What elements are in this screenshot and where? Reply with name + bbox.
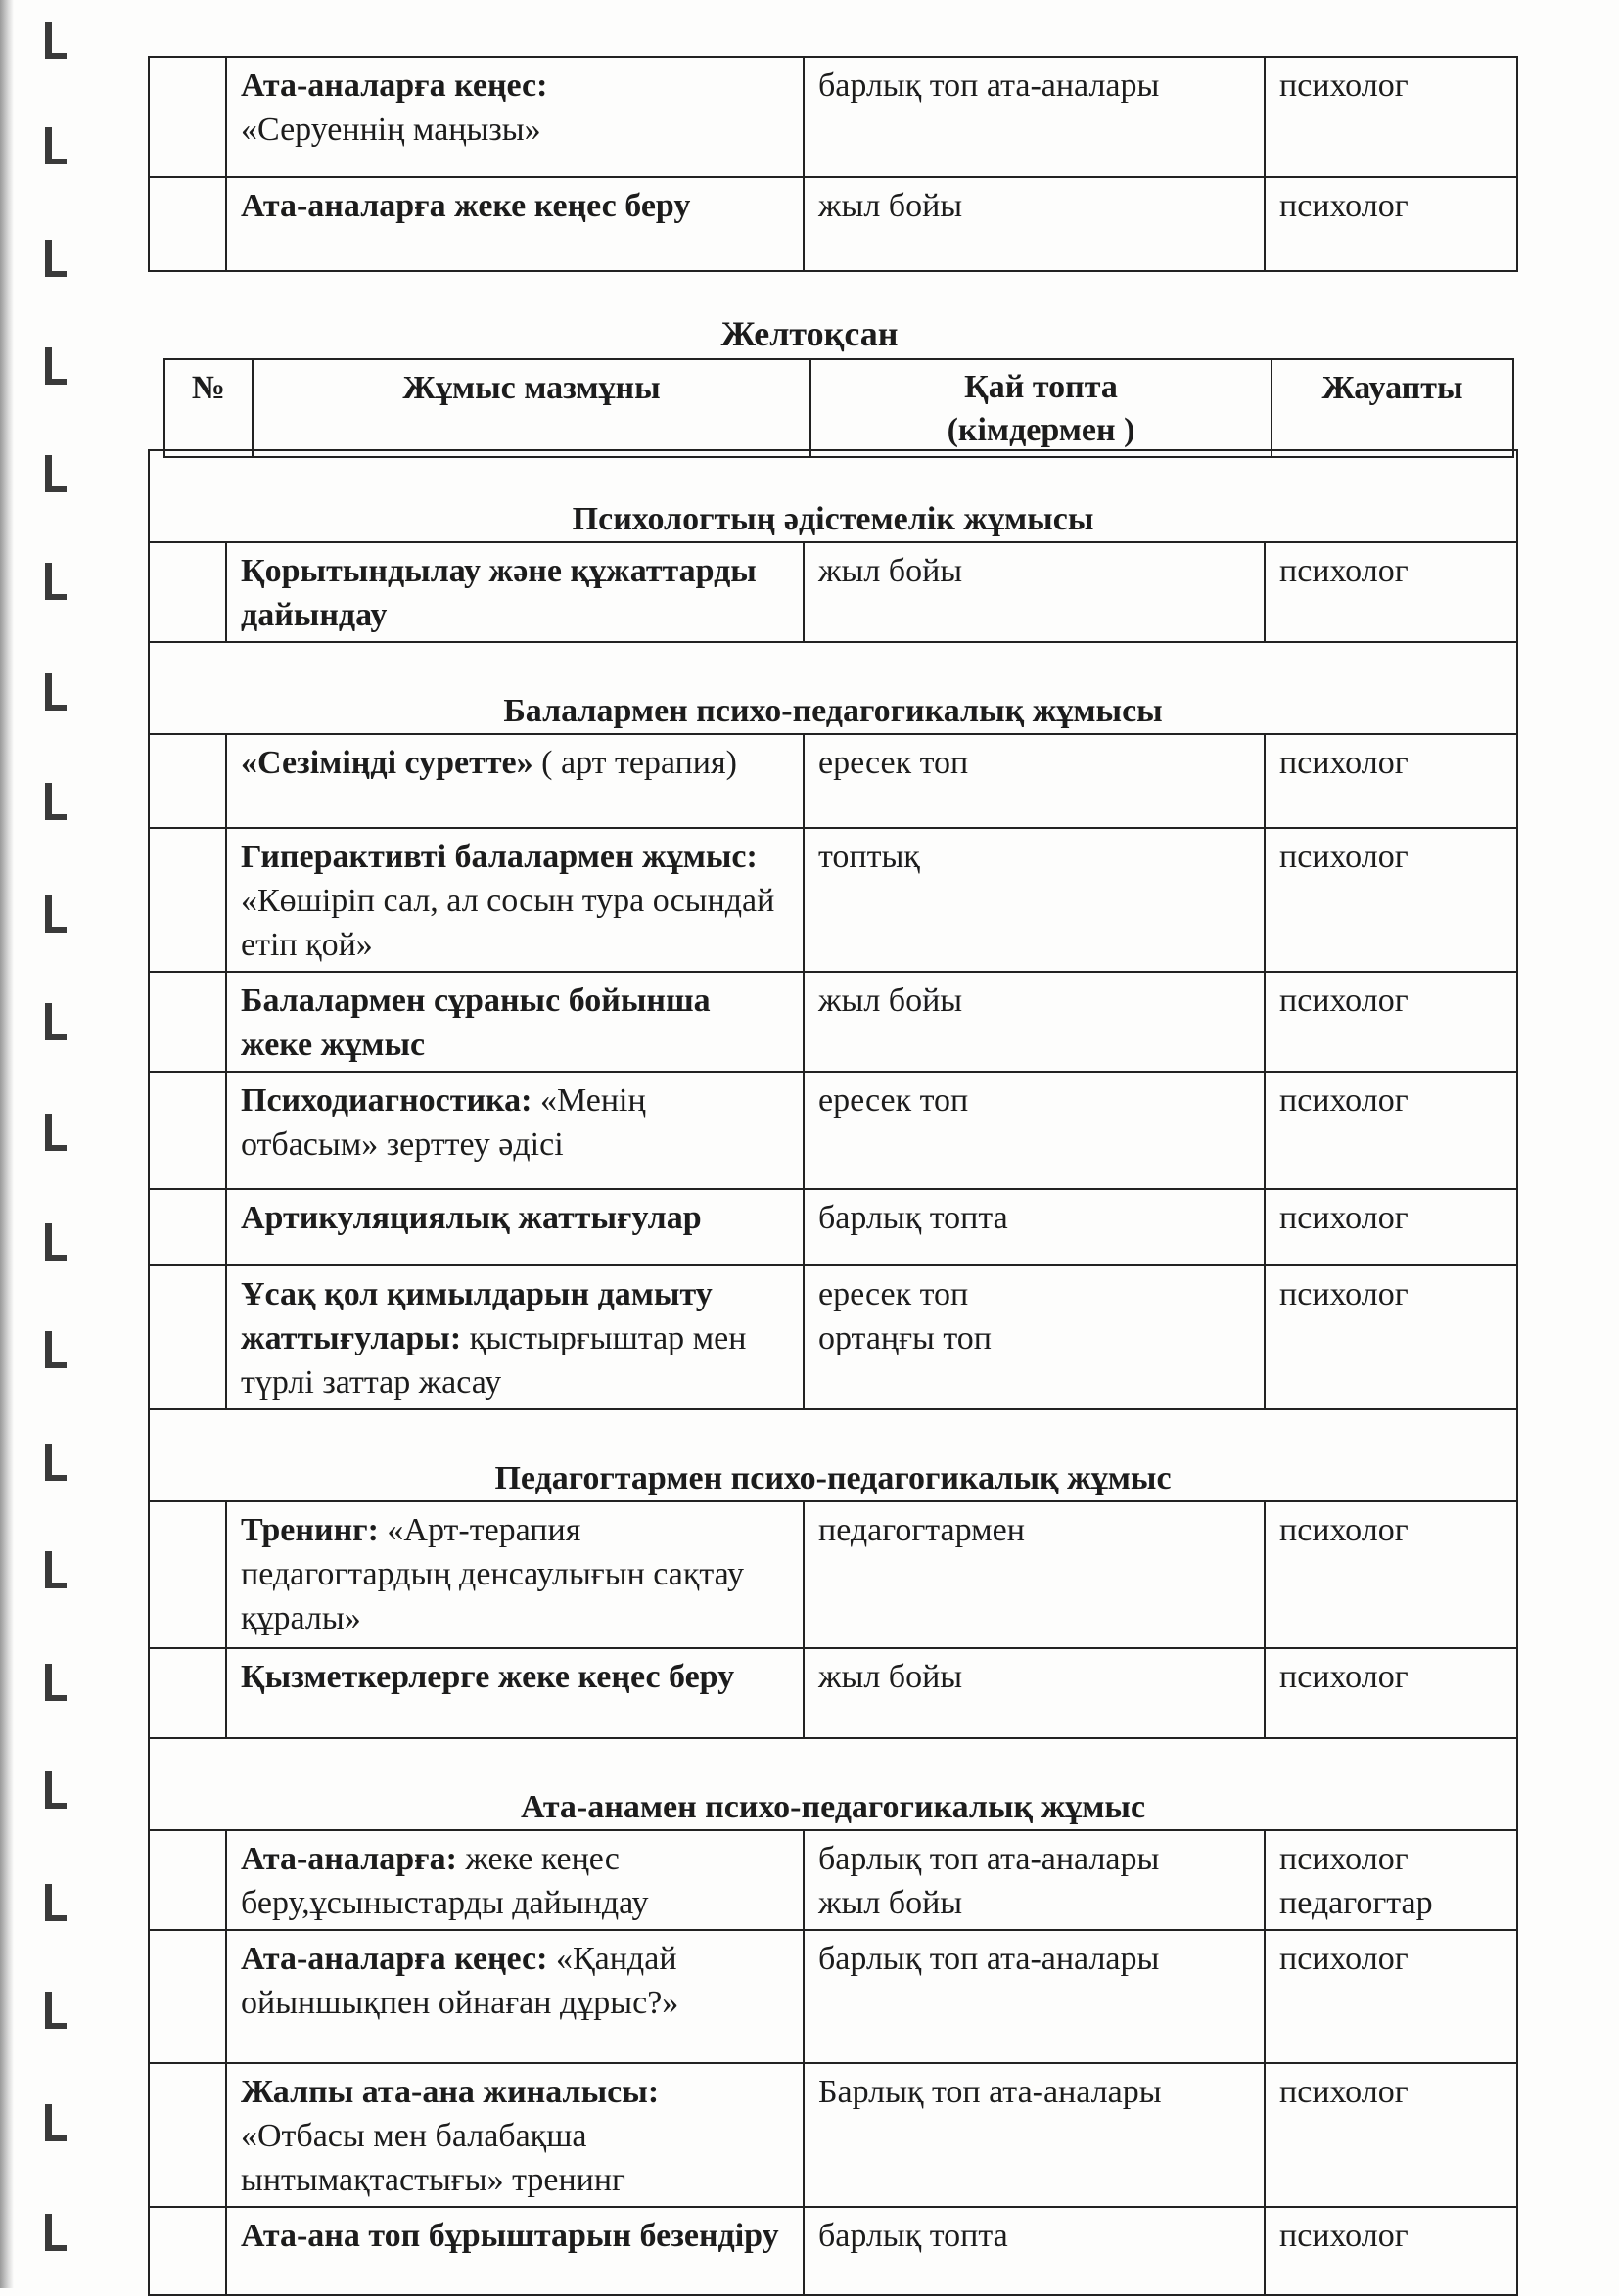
content-text: қыстырғыштар мен түрлі заттар жасау	[241, 1320, 747, 1401]
content-bold: Қызметкерлерге жеке кеңес беру	[241, 1659, 735, 1695]
month-title: Желтоқсан	[720, 314, 899, 353]
content-bold: Ата-аналарға кеңес:	[241, 68, 548, 104]
table-row	[149, 972, 1517, 1072]
table-row	[149, 1189, 1517, 1265]
binder-mark	[45, 2214, 52, 2251]
num-cell	[149, 1072, 226, 1189]
group-cell: жыл бойы	[804, 542, 1265, 642]
responsible-cell: психолог	[1265, 972, 1517, 1072]
section-row	[149, 1409, 1517, 1501]
num-cell	[149, 2207, 226, 2295]
binder-mark	[45, 1771, 52, 1809]
content-cell	[226, 177, 804, 271]
binder-mark	[45, 1664, 52, 1701]
responsible-cell: психолог педагогтар	[1265, 1830, 1517, 1930]
binder-mark	[45, 2104, 52, 2141]
binder-mark	[45, 22, 52, 59]
header-num: №	[164, 359, 253, 457]
group-cell: барлық топ ата-аналары	[804, 1930, 1265, 2063]
table-row	[149, 1648, 1517, 1738]
table-row	[149, 1501, 1517, 1648]
content-cell	[226, 2063, 804, 2207]
section-title: Психологтың әдістемелік жұмысы	[149, 450, 1517, 542]
table-row	[149, 734, 1517, 828]
table-row	[149, 57, 1517, 177]
content-bold: Артикуляциялық жаттығулар	[241, 1200, 702, 1236]
table-row	[149, 1265, 1517, 1409]
responsible-cell: психолог	[1265, 1648, 1517, 1738]
responsible-cell: психолог	[1265, 57, 1517, 177]
table-row	[149, 2207, 1517, 2295]
content-bold: Ата-аналарға кеңес:	[241, 1941, 548, 1977]
num-cell	[149, 1501, 226, 1648]
binder-mark	[45, 1551, 52, 1588]
content-bold: Психодиагностика:	[241, 1082, 532, 1119]
table-row	[149, 1930, 1517, 2063]
group-cell: барлық топта	[804, 1189, 1265, 1265]
content-cell	[226, 1265, 804, 1409]
content-text: ( арт терапия)	[541, 745, 737, 781]
responsible-cell: психолог	[1265, 734, 1517, 828]
num-cell	[149, 734, 226, 828]
binder-mark	[45, 563, 52, 600]
binder-mark	[45, 1114, 52, 1151]
content-cell	[226, 734, 804, 828]
section-title: Ата-анамен психо-педагогикалық жұмыс	[149, 1738, 1517, 1830]
content-cell	[226, 1501, 804, 1648]
num-cell	[149, 2063, 226, 2207]
responsible-cell: психолог	[1265, 1930, 1517, 2063]
group-cell: ересек топ	[804, 1072, 1265, 1189]
binder-mark	[45, 1992, 52, 2029]
group-cell: ересек топ	[804, 734, 1265, 828]
binder-mark	[45, 1003, 52, 1040]
num-cell	[149, 1830, 226, 1930]
section-title: Педагогтармен психо-педагогикалық жұмыс	[149, 1409, 1517, 1501]
responsible-cell: психолог	[1265, 542, 1517, 642]
content-bold: Гиперактивті балалармен жұмыс:	[241, 839, 758, 875]
content-cell	[226, 2207, 804, 2295]
content-cell	[226, 972, 804, 1072]
responsible-cell: психолог	[1265, 2207, 1517, 2295]
section-title: Балалармен психо-педагогикалық жұмысы	[149, 642, 1517, 734]
num-cell	[149, 1265, 226, 1409]
table-row	[149, 542, 1517, 642]
responsible-cell: психолог	[1265, 1072, 1517, 1189]
section-row	[149, 642, 1517, 734]
group-cell: барлық топ ата-аналары жыл бойы	[804, 1830, 1265, 1930]
content-bold: Ата-аналарға:	[241, 1841, 457, 1877]
content-bold: Ата-аналарға жеке кеңес беру	[241, 188, 691, 224]
responsible-cell: психолог	[1265, 1501, 1517, 1648]
header-content: Жұмыс мазмұны	[253, 359, 810, 457]
group-cell: ересек топ ортаңғы топ	[804, 1265, 1265, 1409]
content-cell	[226, 828, 804, 972]
num-cell	[149, 828, 226, 972]
content-text: «Менің отбасым» зерттеу әдісі	[241, 1082, 646, 1163]
content-text: «Қандай ойыншықпен ойнаған дұрыс?»	[241, 1941, 679, 2021]
group-cell: жыл бойы	[804, 177, 1265, 271]
num-cell	[149, 542, 226, 642]
header-table	[163, 358, 1514, 458]
binder-mark	[45, 455, 52, 492]
content-cell	[226, 1930, 804, 2063]
content-text: «Отбасы мен балабақша ынтымақтастығы» тренинг	[241, 2118, 625, 2198]
responsible-cell: психолог	[1265, 2063, 1517, 2207]
num-cell	[149, 972, 226, 1072]
group-cell: барлық топта	[804, 2207, 1265, 2295]
table-row	[149, 2063, 1517, 2207]
content-cell	[226, 1830, 804, 1930]
content-bold: Тренинг:	[241, 1512, 379, 1548]
header-responsible: Жауапты	[1272, 359, 1513, 457]
content-bold: Балалармен сұраныс бойынша жеке жұмыс	[241, 983, 711, 1063]
num-cell	[149, 1930, 226, 2063]
content-text: «Серуеннің маңызы»	[241, 112, 541, 148]
content-cell	[226, 1072, 804, 1189]
binder-mark	[45, 240, 52, 277]
responsible-cell: психолог	[1265, 828, 1517, 972]
binder-mark	[45, 673, 52, 711]
responsible-cell: психолог	[1265, 1265, 1517, 1409]
section-row	[149, 1738, 1517, 1830]
content-text: жеке кеңес беру,ұсыныстарды дайындау	[241, 1841, 649, 1921]
header-group: Қай топта (кімдермен )	[810, 359, 1272, 457]
group-cell: Барлық топ ата-аналары	[804, 2063, 1265, 2207]
content-cell	[226, 1648, 804, 1738]
plan-table	[148, 449, 1518, 2296]
content-cell	[226, 542, 804, 642]
content-bold: Қорытындылау және құжаттарды дайындау	[241, 553, 757, 633]
group-cell: барлық топ ата-аналары	[804, 57, 1265, 177]
binder-mark	[45, 127, 52, 164]
content-bold: Ұсақ қол қимылдарын дамыту жаттығулары:	[241, 1276, 713, 1356]
table-row	[149, 1072, 1517, 1189]
binder-mark	[45, 895, 52, 933]
content-bold: Ата-ана топ бұрыштарын безендіру	[241, 2218, 779, 2254]
num-cell	[149, 177, 226, 271]
content-bold: «Сезіміңді суретте»	[241, 745, 533, 781]
content-cell	[226, 57, 804, 177]
binder-mark	[45, 1331, 52, 1368]
group-cell: жыл бойы	[804, 1648, 1265, 1738]
num-cell	[149, 1189, 226, 1265]
content-text: «Арт-терапия педагогтардың денсаулығын сақтау құралы»	[241, 1512, 745, 1636]
content-cell	[226, 1189, 804, 1265]
header-row	[164, 359, 1513, 457]
binder-mark	[45, 1223, 52, 1261]
binder-mark	[45, 1444, 52, 1481]
table-row	[149, 177, 1517, 271]
binder-mark	[45, 783, 52, 820]
content-text: «Көшіріп сал, ал сосын тура осындай етіп қой»	[241, 883, 775, 963]
table-row	[149, 828, 1517, 972]
binder-mark	[45, 1884, 52, 1921]
section-row	[149, 450, 1517, 542]
num-cell	[149, 1648, 226, 1738]
num-cell	[149, 57, 226, 177]
group-cell: жыл бойы	[804, 972, 1265, 1072]
group-cell: педагогтармен	[804, 1501, 1265, 1648]
responsible-cell: психолог	[1265, 1189, 1517, 1265]
table-row	[149, 1830, 1517, 1930]
responsible-cell: психолог	[1265, 177, 1517, 271]
group-cell: топтық	[804, 828, 1265, 972]
top-table	[148, 56, 1518, 272]
content-bold: Жалпы ата-ана жиналысы:	[241, 2074, 660, 2110]
